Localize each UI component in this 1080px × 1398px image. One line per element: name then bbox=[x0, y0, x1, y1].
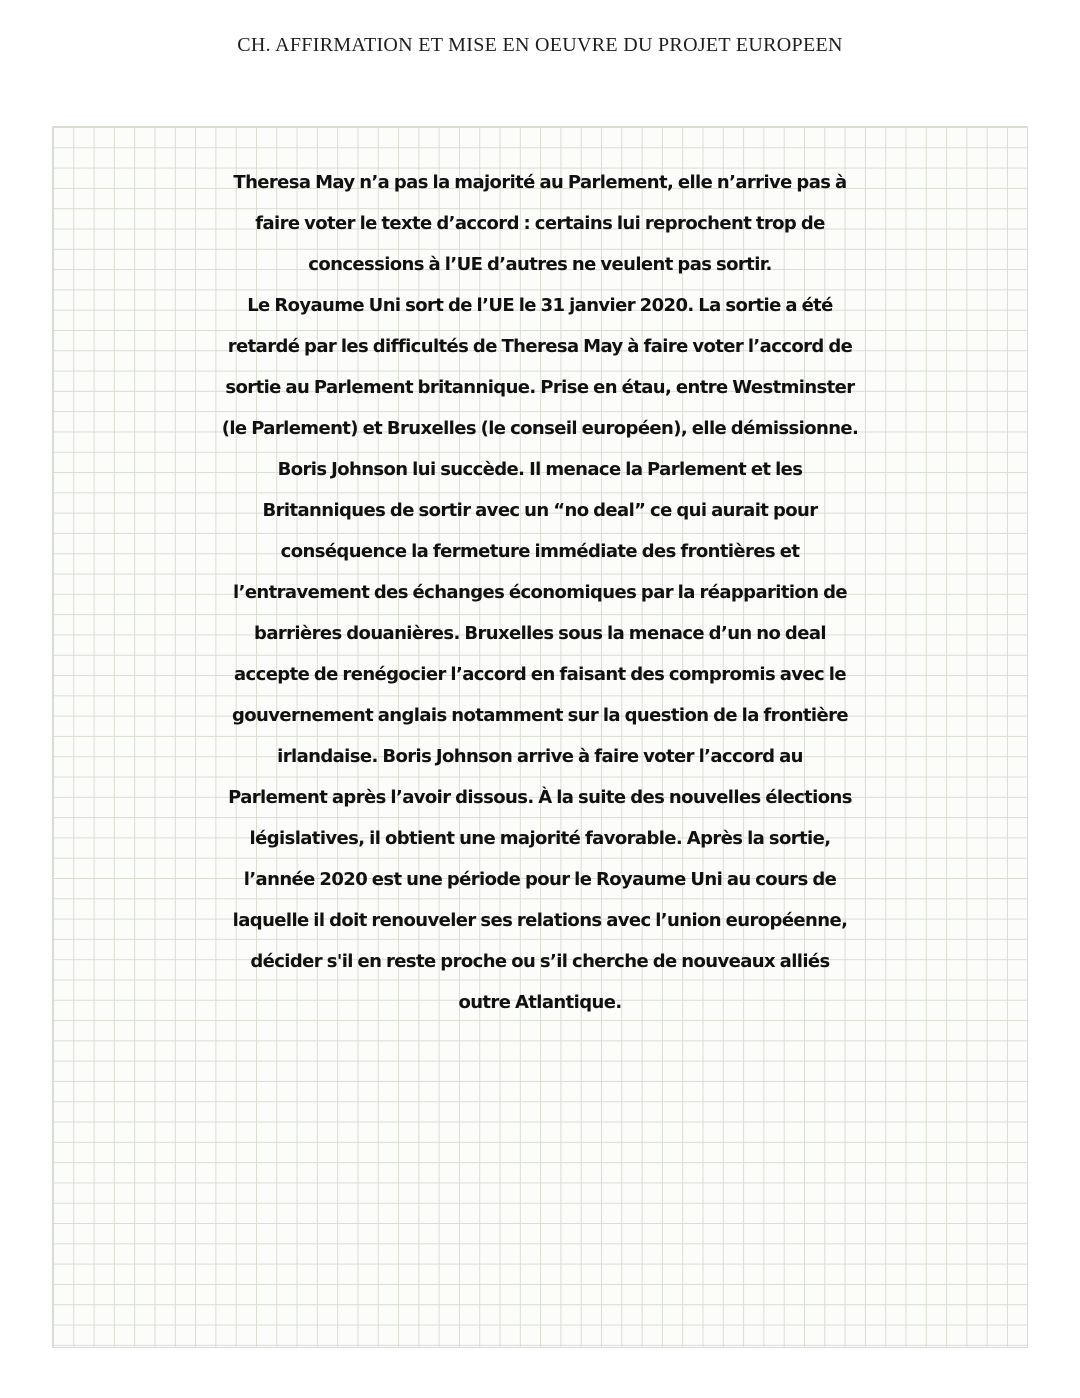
text-line: accepte de renégocier l’accord en faisant des compromis avec le bbox=[234, 664, 846, 685]
body-text bbox=[0, 162, 1080, 1023]
text-line: législatives, il obtient une majorité favorable. Après la sortie, bbox=[249, 828, 831, 849]
text-line: Le Royaume Uni sort de l’UE le 31 janvier 2020. La sortie a été bbox=[247, 295, 833, 316]
text-line: Theresa May n’a pas la majorité au Parlement, elle n’arrive pas à bbox=[233, 172, 847, 193]
text-line: Britanniques de sortir avec un “no deal” ce qui aurait pour bbox=[262, 500, 818, 521]
text-line: décider s'il en reste proche ou s’il cherche de nouveaux alliés bbox=[250, 951, 830, 972]
text-line: gouvernement anglais notamment sur la question de la frontière bbox=[231, 705, 848, 726]
text-line: l’année 2020 est une période pour le Royaume Uni au cours de bbox=[243, 869, 837, 890]
text-line: sortie au Parlement britannique. Prise en étau, entre Westminster bbox=[225, 377, 855, 398]
text-line: barrières douanières. Bruxelles sous la menace d’un no deal bbox=[254, 623, 826, 644]
text-line: laquelle il doit renouveler ses relations avec l’union européenne, bbox=[232, 910, 848, 931]
text-line: Parlement après l’avoir dissous. À la suite des nouvelles élections bbox=[228, 787, 852, 808]
text-line: Boris Johnson lui succède. Il menace la Parlement et les bbox=[277, 459, 803, 480]
text-line: irlandaise. Boris Johnson arrive à faire voter l’accord au bbox=[277, 746, 803, 767]
text-line: retardé par les difficultés de Theresa May à faire voter l’accord de bbox=[227, 336, 853, 357]
text-line: l’entravement des échanges économiques par la réapparition de bbox=[233, 582, 847, 603]
text-line: concessions à l’UE d’autres ne veulent pas sortir. bbox=[308, 254, 772, 275]
text-line: outre Atlantique. bbox=[458, 992, 622, 1013]
text-line: conséquence la fermeture immédiate des frontières et bbox=[280, 541, 800, 562]
text-line: (le Parlement) et Bruxelles (le conseil européen), elle démissionne. bbox=[221, 418, 859, 439]
page-title: CH. AFFIRMATION ET MISE EN OEUVRE DU PROJET EUROPEEN bbox=[237, 34, 843, 56]
text-line: faire voter le texte d’accord : certains lui reprochent trop de bbox=[255, 213, 825, 234]
